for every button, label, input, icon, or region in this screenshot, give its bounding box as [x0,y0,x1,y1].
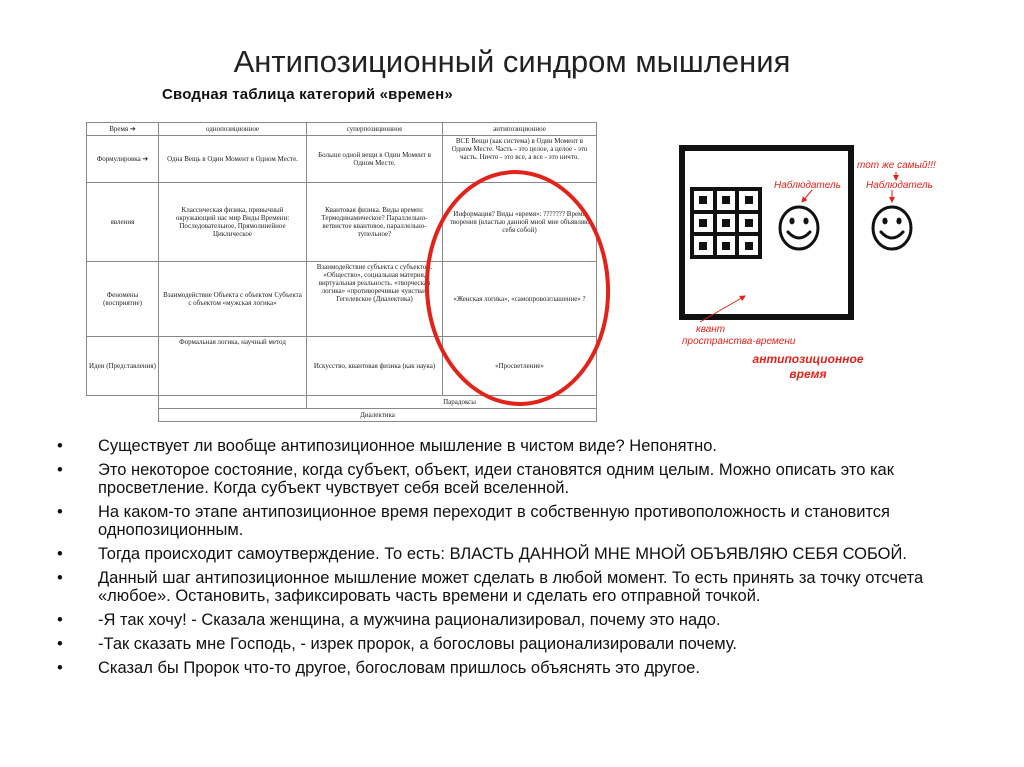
bullet-icon: • [57,437,63,455]
table-cell: Больше одной вещи в Один Момент в Одном Месте. [307,136,443,183]
row-label: явления [87,183,159,262]
list-item [57,659,977,677]
observer-label-2: Наблюдатель [866,180,933,191]
table-cell: Информация? Виды «время»: ??????? Время творения (властью данной мной мне объявляю себя собой) [443,183,597,262]
bullet-icon: • [57,545,63,563]
bullet-icon: • [57,659,63,677]
quant-label: квант [696,324,726,335]
bullet-icon: • [57,635,63,653]
header-cell-one: однопозиционное [159,123,307,136]
row-label: Формулировка ➔ [87,136,159,183]
row-label: Идеи (Представления) [87,337,159,396]
antipos-line-2: время [789,367,827,381]
bullet-icon: • [57,503,63,521]
table-cell: Взаимодействие субъекта с субъектом. «Общество», социальная материя, виртуальная реальность. «творческая логика» «противоречивые чувства» Гегелевское (Диалектика) [307,262,443,337]
bullet-text: -Так сказать мне Господь, - изрек пророк, а богословы рационализировали почему. [98,635,737,653]
row-label: Феномены (восприятие) [87,262,159,337]
bullet-text: Сказал бы Пророк что-то другое, богословам пришлось объяснять это другое. [98,659,700,677]
list-item [57,437,977,455]
table-cell: «Женская логика», «самопровозглашение» ? [443,262,597,337]
antipos-line-1: антипозиционное [752,352,864,366]
list-item [57,611,977,629]
slide-title: Антипозиционный синдром мышления [233,44,791,79]
list-item [57,461,977,497]
arrow-observer1 [802,190,812,202]
header-cell-super: суперпозиционное [307,123,443,136]
bullet-text: -Я так хочу! - Сказала женщина, а мужчина рационализировал, почему это надо. [98,611,721,629]
table-cell: Взаимодействие Объекта с объектом Субъекта с объектом «мужская логика» [159,262,307,337]
bullet-text: На каком-то этапе антипозиционное время переходит в собственную противоположность и становится однопозиционным. [98,503,890,539]
bullet-text: Это некоторое состояние, когда субъект, объект, идеи становятся одним целым. Можно описать это как просветление. Когда субъект чувствует себя всей вселенной. [98,461,894,497]
bullet-icon: • [57,569,63,587]
list-item [57,503,977,539]
list-item [57,635,977,653]
table-cell: Искусство, квантовая физика (как наука) [307,337,443,396]
header-cell-time: Время ➔ [87,123,159,136]
list-item [57,545,977,563]
table-cell: Формальная логика, научный метод [159,337,307,396]
table-cell: «Просветление» [443,337,597,396]
bullet-icon: • [57,611,63,629]
bullet-text: Данный шаг антипозиционное мышление может сделать в любой момент. То есть принять за точку отсчета «любое». Остановить, зафиксировать часть времени и сделать его отправной точкой. [98,569,924,605]
antipositional-time-caption [728,352,888,382]
table-heading: Сводная таблица категорий «времен» [162,86,453,103]
list-item [57,569,977,605]
table-cell: Классическая физика, привычный окружающий нас мир Виды Времени: Последовательное, Прямолинейное Циклическое [159,183,307,262]
table-cell: Квантовая физика. Виды времен: Термодинамическое? Параллельно-ветвистое квантовое, параллельно-тупельное? [307,183,443,262]
table-cell: Одна Вещь в Один Момент в Одном Месте. [159,136,307,183]
bullet-icon: • [57,461,63,479]
spacetime-label: пространства-времени [682,336,796,347]
bullet-text: Существует ли вообще антипозиционное мышление в чистом виде? Непонятно. [98,437,717,455]
header-cell-anti: антипозиционное [443,123,597,136]
observer-label-1: Наблюдатель [774,180,841,191]
arrow-quant [700,296,745,322]
dialectics-cell: Диалектика [159,409,597,422]
bullet-text: Тогда происходит самоутверждение. То есть: ВЛАСТЬ ДАННОЙ МНЕ МНОЙ ОБЪЯВЛЯЮ СЕБЯ СОБОЙ. [98,545,907,563]
bullet-list [57,437,977,683]
same-observer-label: тот же самый!!! [857,160,936,171]
paradox-cell: Парадоксы [307,396,597,409]
table-cell: ВСЕ Вещи (как система) в Один Момент в Одном Месте. Часть - это целое, а целое - это часть. Ничто - это все, а все - это ничто. [443,136,597,183]
